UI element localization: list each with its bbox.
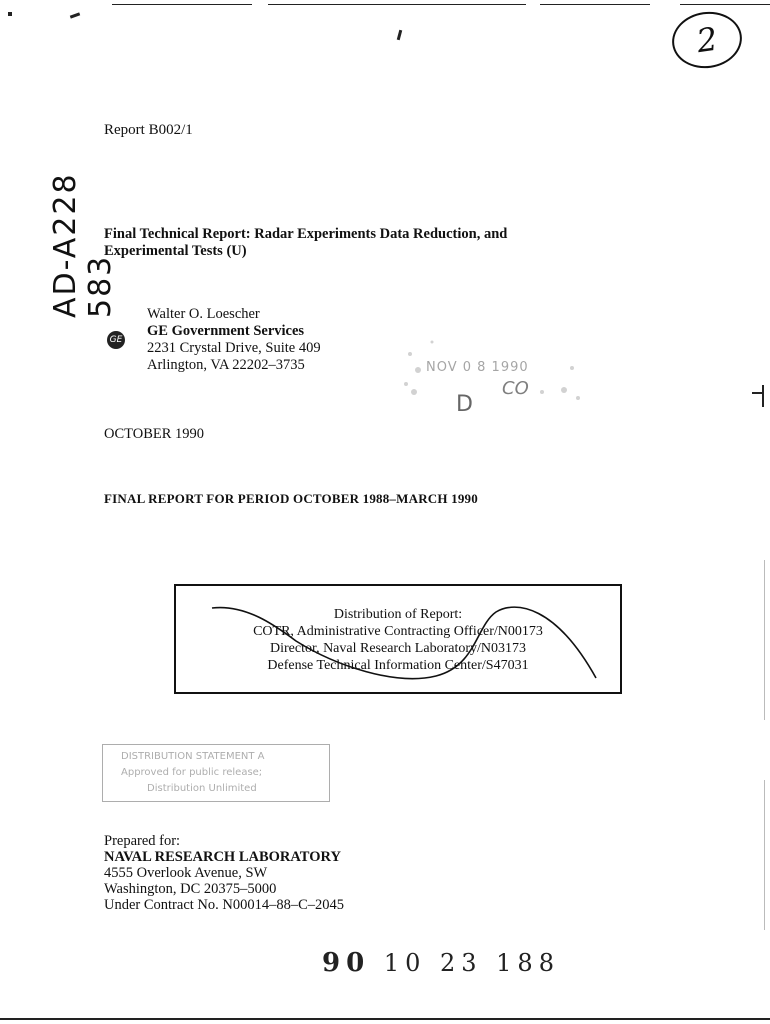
scan-line (680, 4, 770, 5)
scan-line (764, 560, 765, 720)
author-city: Arlington, VA 22202–3735 (147, 357, 305, 373)
distribution-line: COTR, Administrative Contracting Officer/N00173 (253, 624, 543, 639)
scan-speck (70, 12, 80, 18)
stamp-smudge (392, 332, 588, 422)
title-line: Final Technical Report: Radar Experiments Data Reduction, and (104, 226, 508, 242)
scan-line (764, 780, 765, 930)
distribution-statement (102, 744, 330, 802)
statement-line: DISTRIBUTION STATEMENT A (121, 751, 265, 762)
receipt-stamp (392, 332, 588, 422)
report-date: OCTOBER 1990 (104, 426, 205, 442)
distribution-box (174, 584, 622, 694)
prepared-for-label: Prepared for: (104, 833, 181, 849)
ge-logo-icon: GE (107, 331, 125, 349)
scan-line (0, 1018, 770, 1020)
scan-line (540, 4, 650, 5)
strike-through-scribble (176, 586, 624, 696)
stamp-number-first: 90 (322, 948, 371, 978)
report-title (104, 226, 624, 260)
title-line: Experimental Tests (U) (104, 243, 247, 259)
distribution-heading: Distribution of Report: (333, 607, 463, 622)
scan-line (268, 4, 526, 5)
scan-speck (8, 12, 12, 16)
prepared-for-city: Washington, DC 20375–5000 (104, 881, 277, 897)
distribution-line: Director, Naval Research Laboratory/N03173 (269, 641, 526, 656)
scan-speck (762, 385, 764, 407)
statement-line: Distribution Unlimited (147, 783, 257, 794)
author-address: 2231 Crystal Drive, Suite 409 (147, 340, 321, 356)
circled-mark: 2 (668, 7, 745, 72)
contract-number: Under Contract No. N00014–88–C–2045 (104, 897, 345, 913)
prepared-for-organization: NAVAL RESEARCH LABORATORY (104, 849, 341, 865)
stamp-mark: D (456, 392, 473, 417)
distribution-line: Defense Technical Information Center/S47031 (267, 658, 529, 673)
statement-line: Approved for public release; (121, 767, 263, 778)
scan-speck (752, 392, 762, 394)
stamp-number (322, 948, 560, 978)
prepared-for-block (104, 833, 344, 913)
stamp-number-rest: 10 23 188 (383, 949, 560, 977)
author-name: Walter O. Loescher (147, 306, 260, 322)
prepared-for-address: 4555 Overlook Avenue, SW (104, 865, 268, 881)
accession-number: AD-A228 583 (48, 172, 118, 318)
report-number: Report B002/1 (104, 122, 193, 138)
stamp-mark: CO (502, 378, 529, 399)
report-period: FINAL REPORT FOR PERIOD OCTOBER 1988–MARCH 1990 (104, 491, 478, 506)
scan-line (112, 4, 252, 5)
author-block (147, 306, 321, 374)
author-organization: GE Government Services (147, 323, 305, 339)
stamp-date: NOV 0 8 1990 (426, 360, 529, 375)
scan-speck (397, 30, 402, 40)
